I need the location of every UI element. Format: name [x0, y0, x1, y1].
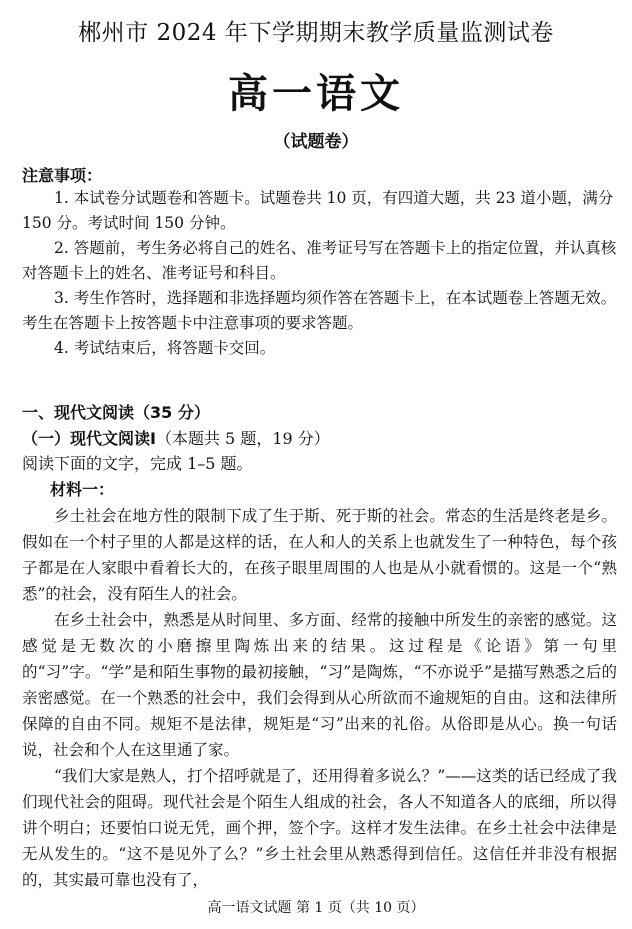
passage-paragraph-3: “我们大家是熟人，打个招呼就是了，还用得着多说么？”——这类的话已经成了我们现代社会的阻碍。现代社会是个陌生人组成的社会，各人不知道各人的底细，所以得讲个明白；还要怕口说无凭，画个押，签个字。这样才发生法律。在乡土社会中法律是无从发生的。“这不是见外了么？”乡土社会里从熟悉得到信任。这信任并非没有根据的，其实最可靠也没有了，	[22, 767, 617, 889]
notice-item-4: 4. 考试结束后，将答题卡交回。	[54, 339, 276, 357]
notice-heading: 注意事项：	[22, 166, 103, 185]
passage-paragraph-2: 在乡土社会中，熟悉是从时间里、多方面、经常的接触中所发生的亲密的感觉。这感觉是无数次的小磨擦里陶炼出来的结果。这过程是《论语》第一句里的“习”字。“学”是和陌生事物的最初接触，“习”是陶炼，“不亦说乎”是描写熟悉之后的亲密感觉。在一个熟悉的社会中，我们会得到从心所欲而不逾规矩的自由。这和法律所保障的自由不同。规矩不是法律，规矩是“习”出来的礼俗。从俗即是从心。换一句话说，社会和个人在这里通了家。	[22, 611, 617, 759]
reading-instruction: 阅读下面的文字，完成 1–5 题。	[22, 454, 253, 473]
notice-item-3: 3. 考生作答时，选择题和非选择题均须作答在答题卡上，在本试题卷上答题无效。考生在答题卡上按答题卡中注意事项的要求答题。	[22, 289, 617, 332]
paper-subtitle: （试题卷）	[273, 132, 359, 152]
passage-paragraph-1: 乡土社会在地方性的限制下成了生于斯、死于斯的社会。常态的生活是终老是乡。假如在一个村子里的人都是这样的话，在人和人的关系上也就发生了一种特色，每个孩子都是在人家眼中看着长大的，在孩子眼里周围的人也是从小就看惯的。这是一个“熟悉”的社会，没有陌生人的社会。	[22, 507, 617, 603]
subsection-title	[22, 427, 330, 451]
section-title: 一、现代文阅读（35 分）	[22, 403, 210, 422]
subsection-meta: （本题共 5 题，19 分）	[155, 429, 330, 448]
material-label: 材料一：	[50, 480, 115, 499]
notice-item-2: 2. 答题前，考生务必将自己的姓名、准考证号写在答题卡上的指定位置，并认真核对答题卡上的姓名、准考证号和科目。	[22, 239, 617, 282]
page-footer: 高一语文试题 第 1 页（共 10 页）	[207, 900, 425, 916]
subsection-name: （一）现代文阅读Ⅰ	[22, 429, 156, 448]
subject-title: 高一语文	[228, 71, 404, 117]
exam-title: 郴州市 2024 年下学期期末教学质量监测试卷	[78, 20, 554, 46]
notice-item-1: 1. 本试卷分试题卷和答题卡。试题卷共 10 页，有四道大题，共 23 道小题，满分 150 分。考试时间 150 分钟。	[22, 189, 614, 232]
